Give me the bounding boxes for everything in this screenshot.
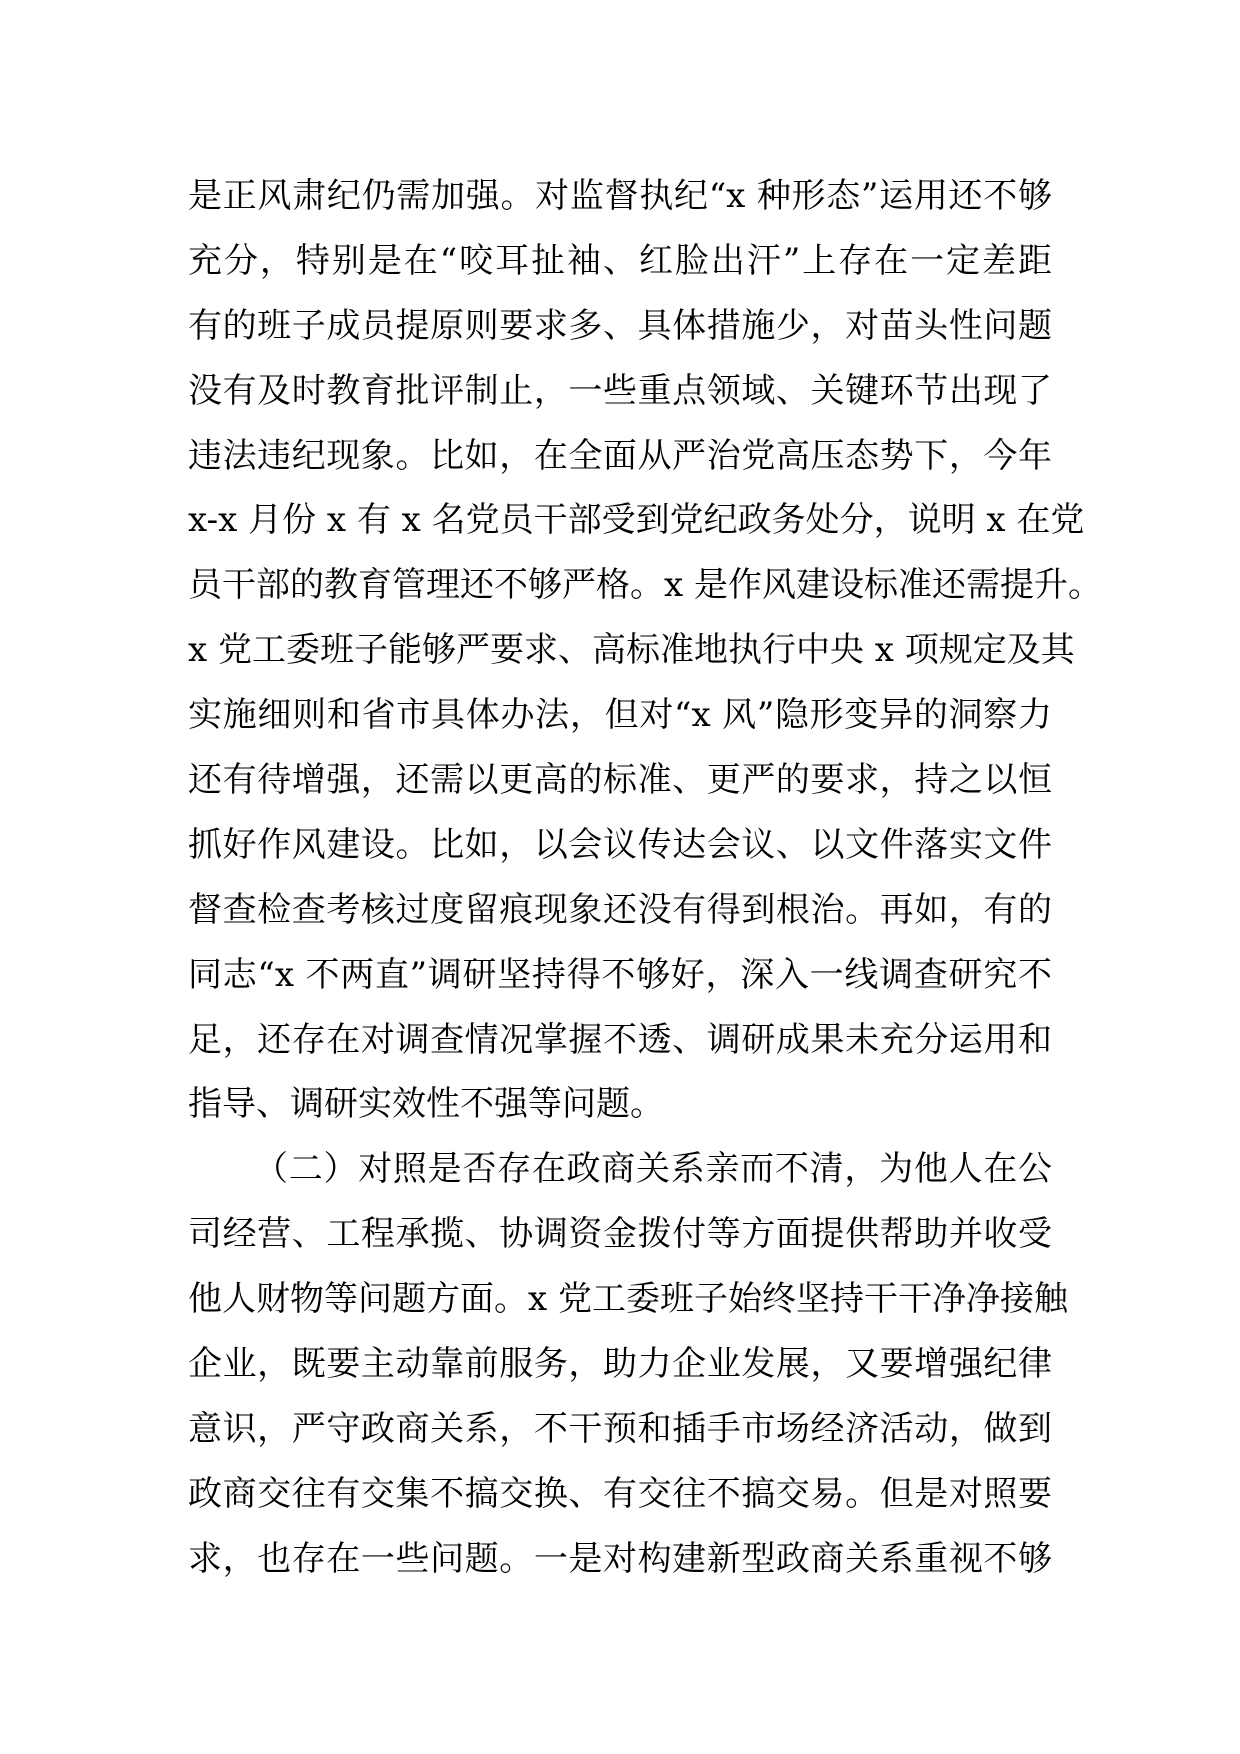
text-line: 还有待增强，还需以更高的标准、更严的要求，持之以恒 (188, 760, 1052, 801)
text-line: 违法违纪现象。比如，在全面从严治党高压态势下，今年 (188, 435, 1052, 476)
text-line: （二）对照是否存在政商关系亲而不清，为他人在公 (254, 1149, 1052, 1190)
text-line: 员干部的教育管理还不够严格。x 是作风建设标准还需提升。 (188, 565, 1102, 606)
text-line: 指导、调研实效性不强等问题。 (188, 1084, 664, 1125)
text-line: 有的班子成员提原则要求多、具体措施少，对苗头性问题 (188, 305, 1052, 346)
text-line: 督查检查考核过度留痕现象还没有得到根治。再如，有的 (188, 889, 1052, 930)
text-line: 他人财物等问题方面。x 党工委班子始终坚持干干净净接触 (188, 1279, 1068, 1320)
text-line: 意识，严守政商关系，不干预和插手市场经济活动，做到 (188, 1408, 1052, 1449)
text-line: 是正风肃纪仍需加强。对监督执纪“x 种形态”运用还不够 (188, 176, 1052, 216)
paragraph-2 (188, 1137, 1068, 1591)
text-line: 司经营、工程承揽、协调资金拨付等方面提供帮助并收受 (188, 1214, 1052, 1255)
text-line: 足，还存在对调查情况掌握不透、调研成果未充分运用和 (188, 1019, 1052, 1060)
text-line: x 党工委班子能够严要求、高标准地执行中央 x 项规定及其 (188, 630, 1075, 671)
text-line: 同志“x 不两直”调研坚持得不够好，深入一线调查研究不 (188, 954, 1052, 995)
text-line: 抓好作风建设。比如，以会议传达会议、以文件落实文件 (188, 824, 1052, 865)
text-line: x-x 月份 x 有 x 名党员干部受到党纪政务处分，说明 x 在党 (188, 500, 1085, 541)
text-line: 充分，特别是在“咬耳扯袖、红脸出汗”上存在一定差距 (188, 240, 1052, 281)
paragraph-1 (188, 164, 1102, 1137)
document-body (188, 164, 1102, 1592)
text-line: 求，也存在一些问题。一是对构建新型政商关系重视不够 (188, 1538, 1052, 1579)
text-line: 实施细则和省市具体办法，但对“x 风”隐形变异的洞察力 (188, 695, 1052, 736)
text-line: 企业，既要主动靠前服务，助力企业发展，又要增强纪律 (188, 1344, 1052, 1385)
text-line: 没有及时教育批评制止，一些重点领域、关键环节出现了 (188, 370, 1052, 411)
text-line: 政商交往有交集不搞交换、有交往不搞交易。但是对照要 (188, 1473, 1052, 1514)
